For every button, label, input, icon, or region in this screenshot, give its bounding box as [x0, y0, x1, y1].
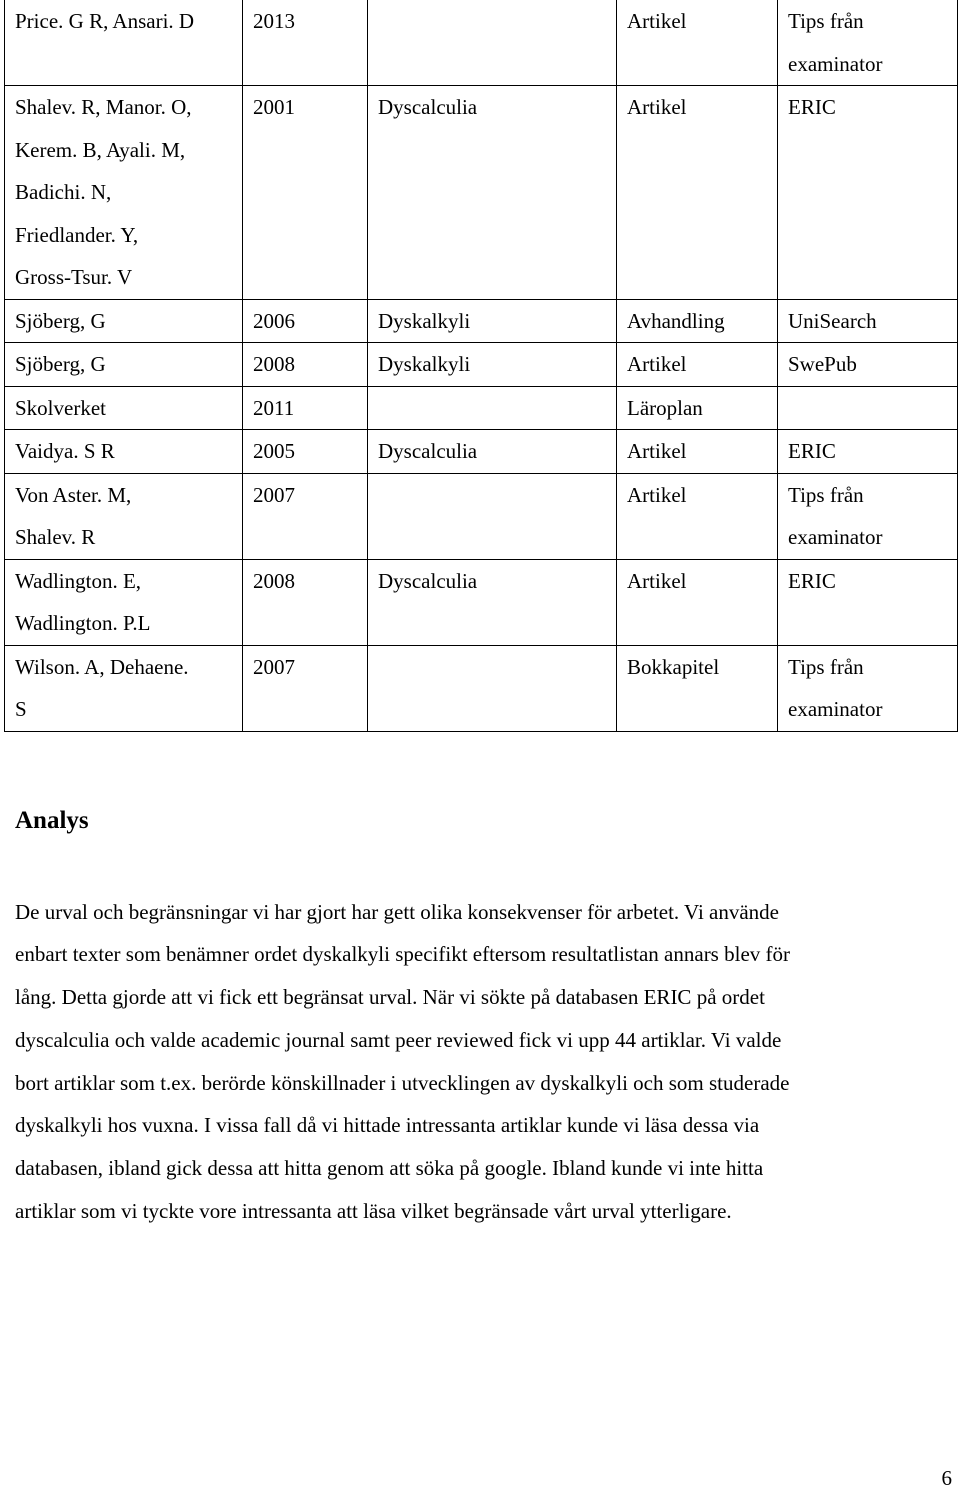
author-cell	[5, 0, 243, 86]
table-row	[5, 86, 958, 300]
author-cell-line: Gross-Tsur. V	[15, 265, 133, 289]
keyword-cell	[368, 473, 617, 559]
source-cell	[778, 430, 958, 474]
source-cell-line: Tips från	[788, 482, 864, 507]
analys-line: dyscalculia och valde academic journal samt peer reviewed fick vi upp 44 artiklar. Vi valde	[15, 1027, 782, 1052]
source-cell	[778, 0, 958, 86]
keyword-cell: Dyscalculia	[368, 430, 617, 474]
author-cell-line: Kerem. B, Ayali. M,	[15, 137, 186, 162]
source-cell	[778, 343, 958, 387]
source-cell	[778, 559, 958, 645]
author-cell	[5, 86, 243, 300]
keyword-cell	[368, 645, 617, 731]
source-cell	[778, 645, 958, 731]
type-cell: Artikel	[617, 559, 778, 645]
author-cell-line: S	[15, 697, 27, 721]
analys-line: enbart texter som benämner ordet dyskalkyli specifikt eftersom resultatlistan annars blev för	[15, 942, 791, 967]
source-cell-line: Tips från	[788, 9, 864, 33]
author-cell	[5, 473, 243, 559]
author-cell	[5, 645, 243, 731]
source-cell-line: ERIC	[788, 439, 836, 463]
source-cell	[778, 299, 958, 343]
source-cell-line: SwePub	[788, 352, 857, 376]
source-cell	[778, 386, 958, 430]
author-cell-line: Sjöberg, G	[15, 308, 106, 333]
type-cell: Artikel	[617, 343, 778, 387]
year-cell: 2008	[243, 343, 368, 387]
type-cell: Artikel	[617, 86, 778, 300]
type-cell: Artikel	[617, 0, 778, 86]
year-cell: 2007	[243, 645, 368, 731]
keyword-cell	[368, 0, 617, 86]
year-cell: 2001	[243, 86, 368, 300]
table-row	[5, 0, 958, 86]
keyword-cell	[368, 386, 617, 430]
analys-line: lång. Detta gjorde att vi fick ett begränsat urval. När vi sökte på databasen ERIC på ordet	[15, 985, 765, 1010]
author-cell-line: Badichi. N,	[15, 180, 112, 204]
source-cell-line: UniSearch	[788, 308, 877, 333]
year-cell: 2008	[243, 559, 368, 645]
keyword-cell: Dyscalculia	[368, 559, 617, 645]
author-cell-line: Shalev. R, Manor. O,	[15, 95, 192, 119]
table-row	[5, 343, 958, 387]
page-number: 6	[941, 1466, 952, 1490]
type-cell: Bokkapitel	[617, 645, 778, 731]
author-cell	[5, 386, 243, 430]
type-cell: Avhandling	[617, 299, 778, 343]
author-cell-line: Vaidya. S R	[15, 439, 115, 463]
author-cell-line: Price. G R, Ansari. D	[15, 9, 195, 33]
year-cell: 2011	[243, 386, 368, 430]
source-cell-line: ERIC	[788, 568, 836, 593]
analys-line: bort artiklar som t.ex. berörde könskillnader i utvecklingen av dyskalkyli och som studerade	[15, 1070, 790, 1095]
keyword-cell: Dyscalculia	[368, 86, 617, 300]
year-cell: 2005	[243, 430, 368, 474]
year-cell: 2007	[243, 473, 368, 559]
analys-line: De urval och begränsningar vi har gjort har gett olika konsekvenser för arbetet. Vi använde	[15, 899, 779, 924]
author-cell-line: Wadlington. P.L	[15, 611, 151, 635]
author-cell-line: Sjöberg, G	[15, 352, 106, 376]
author-cell	[5, 299, 243, 343]
type-cell: Artikel	[617, 430, 778, 474]
author-cell-line: Shalev. R	[15, 525, 96, 549]
table-row	[5, 559, 958, 645]
analys-paragraph	[15, 848, 945, 1232]
source-cell-line: examinator	[788, 525, 883, 549]
author-cell	[5, 343, 243, 387]
source-cell-line: ERIC	[788, 95, 836, 119]
table-row	[5, 386, 958, 430]
analys-heading: Analys	[15, 807, 89, 834]
source-cell	[778, 86, 958, 300]
author-cell	[5, 430, 243, 474]
author-cell-line: Von Aster. M,	[15, 482, 132, 507]
author-cell-line: Wilson. A, Dehaene.	[15, 654, 189, 679]
table-row	[5, 473, 958, 559]
year-cell: 2006	[243, 299, 368, 343]
analys-line: artiklar som vi tyckte vore intressanta att läsa vilket begränsade vårt urval ytterligare.	[15, 1198, 732, 1223]
type-cell: Läroplan	[617, 386, 778, 430]
keyword-cell: Dyskalkyli	[368, 299, 617, 343]
type-cell: Artikel	[617, 473, 778, 559]
keyword-cell: Dyskalkyli	[368, 343, 617, 387]
analys-line: databasen, ibland gick dessa att hitta genom att söka på google. Ibland kunde vi inte hitta	[15, 1155, 764, 1180]
author-cell-line: Friedlander. Y,	[15, 222, 139, 247]
source-cell	[778, 473, 958, 559]
table-row	[5, 645, 958, 731]
author-cell-line: Wadlington. E,	[15, 568, 142, 593]
analys-line: dyskalkyli hos vuxna. I vissa fall då vi hittade intressanta artiklar kunde vi läsa dessa via	[15, 1113, 760, 1138]
year-cell: 2013	[243, 0, 368, 86]
table-row	[5, 430, 958, 474]
reference-table-body	[5, 0, 958, 731]
reference-table	[4, 0, 958, 732]
table-row	[5, 299, 958, 343]
author-cell	[5, 559, 243, 645]
source-cell-line: examinator	[788, 697, 883, 721]
source-cell-line: Tips från	[788, 654, 864, 679]
source-cell-line: examinator	[788, 51, 883, 76]
author-cell-line: Skolverket	[15, 395, 106, 420]
